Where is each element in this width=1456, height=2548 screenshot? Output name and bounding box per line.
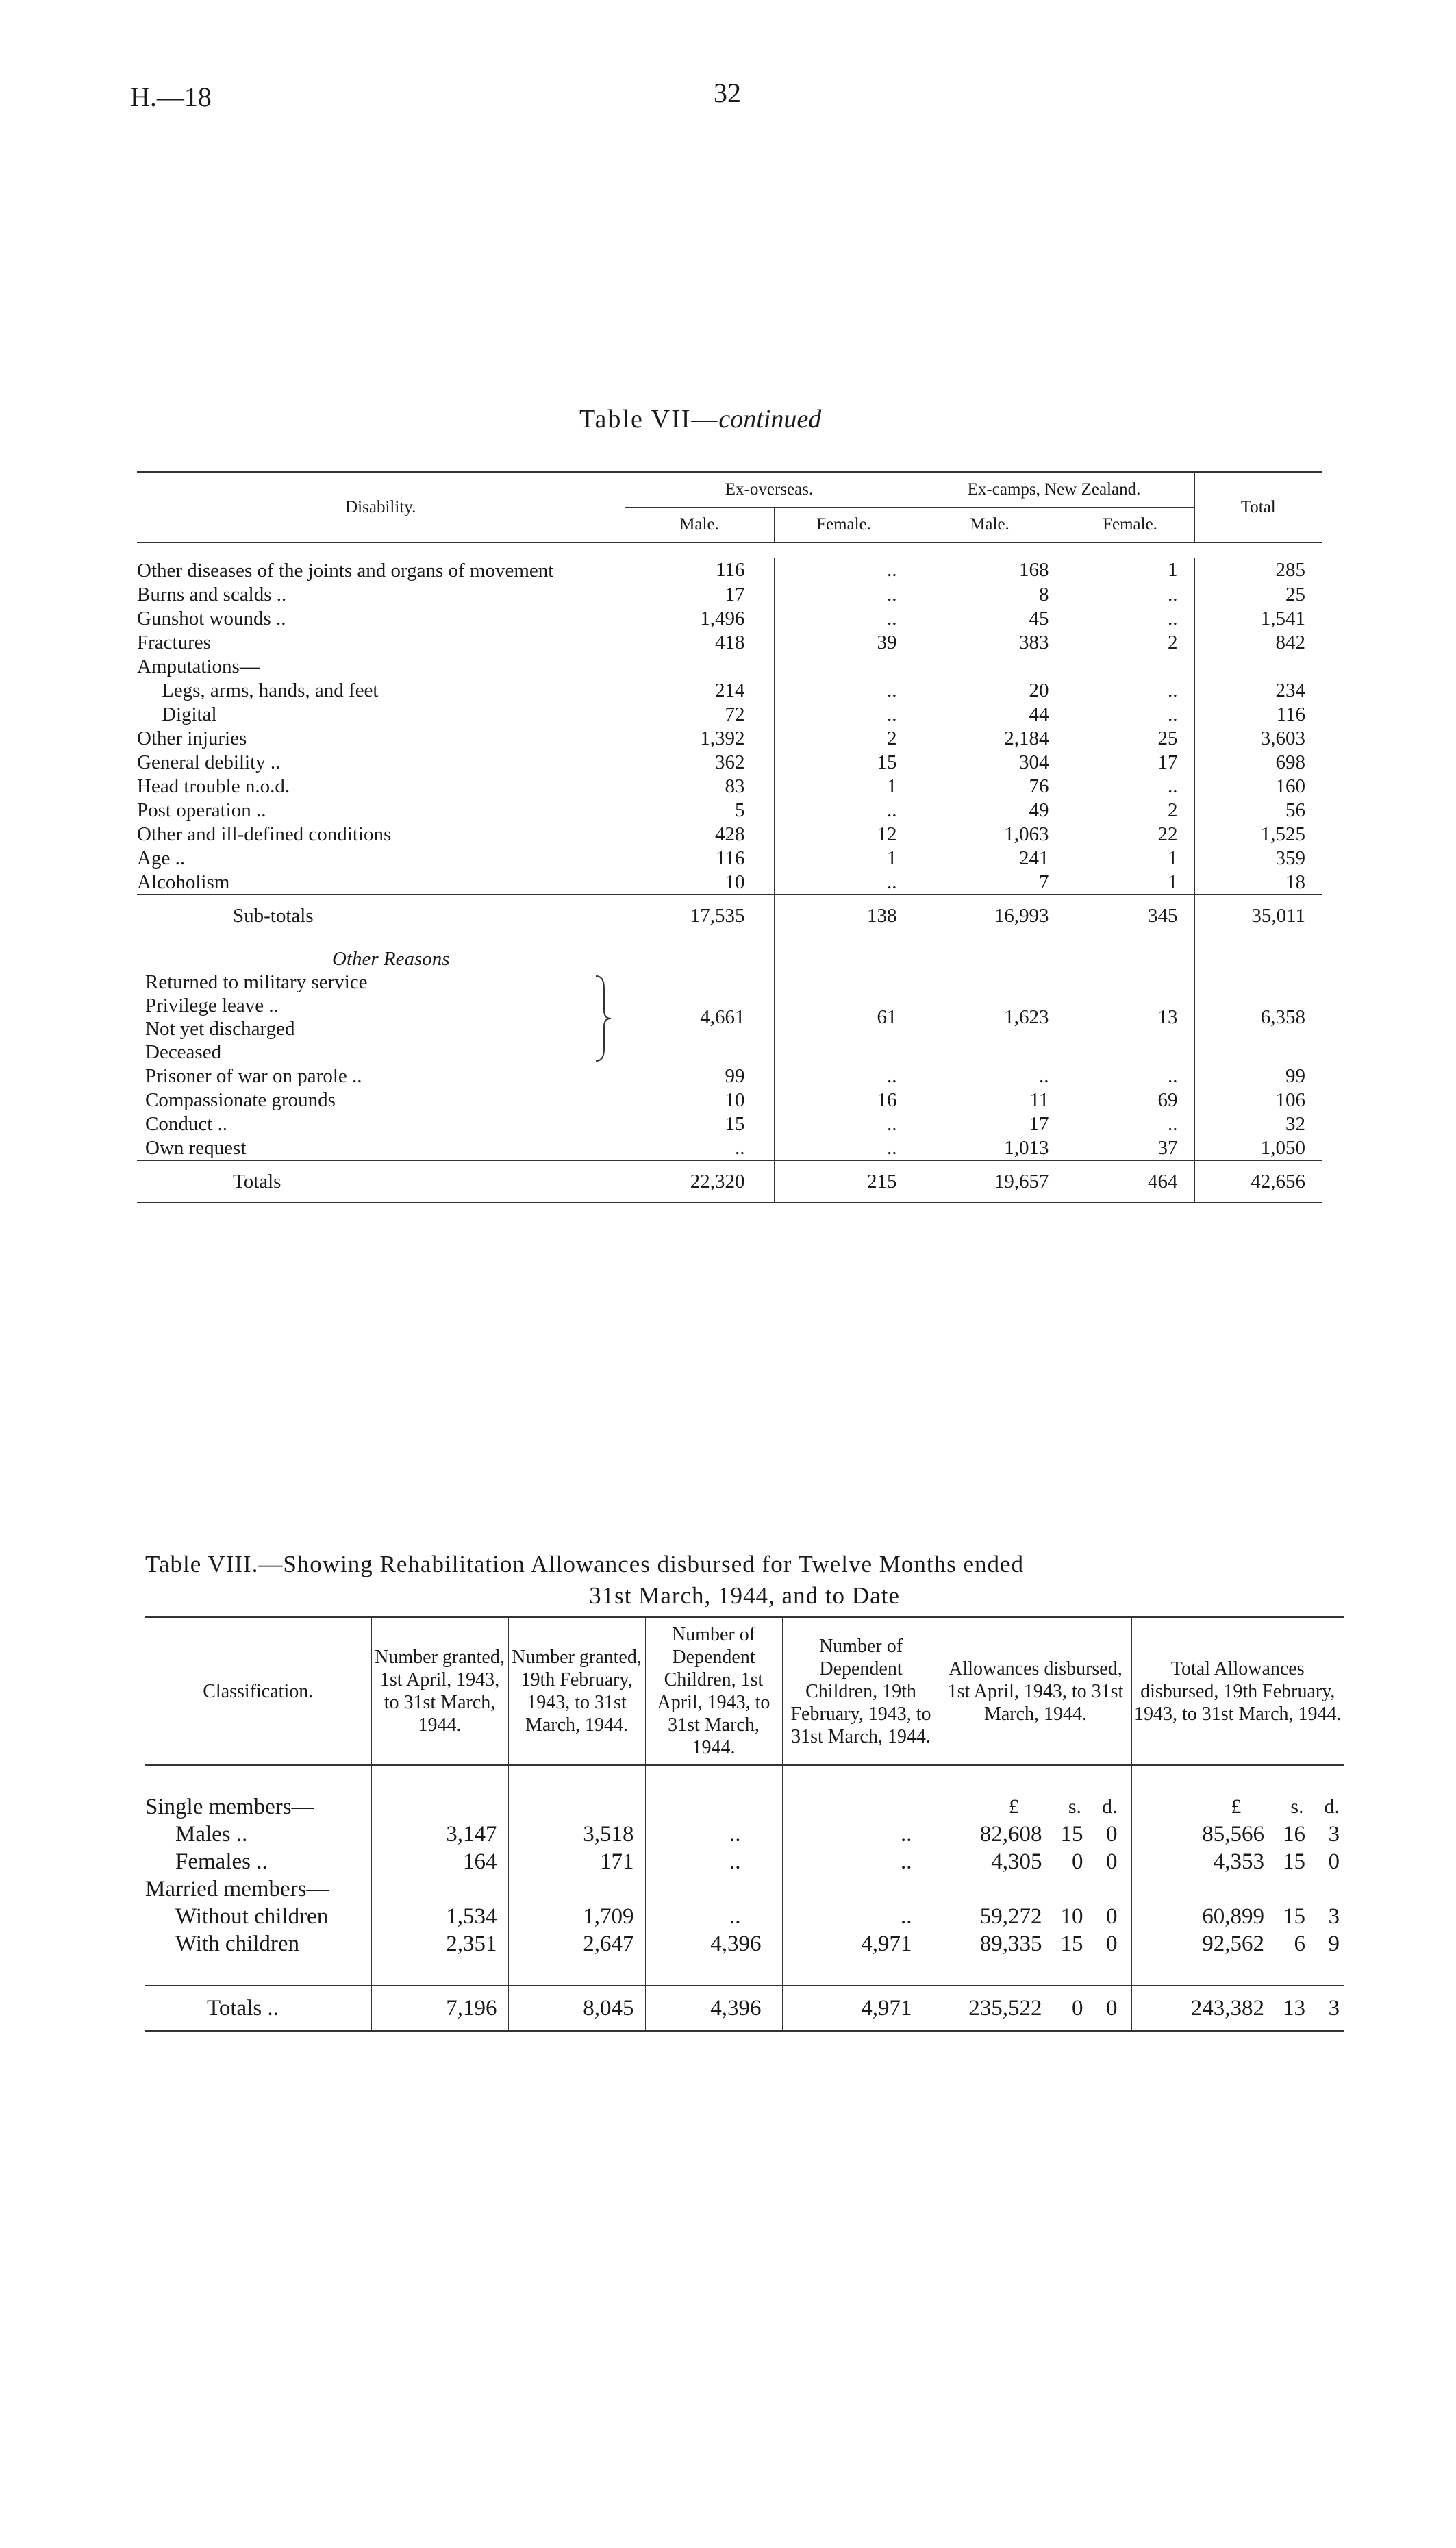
cell-camps-male: 304 — [914, 750, 1066, 774]
cell-total: 6,358 — [1260, 1006, 1305, 1028]
cell-total-allowances — [1131, 1930, 1344, 1958]
cell-overseas-female: .. — [774, 702, 914, 726]
shillings: 0 — [1072, 1849, 1083, 1874]
subtotal-total: 35,011 — [1251, 905, 1305, 927]
table-row — [145, 1903, 1344, 1930]
cell-overseas-female: .. — [774, 678, 914, 702]
pounds: 4,353 — [1213, 1849, 1264, 1874]
subtotal-camps-male: 16,993 — [914, 895, 1066, 936]
cell-camps-female: .. — [1066, 678, 1194, 702]
table-row — [137, 822, 1322, 846]
cell-overseas-male: 17 — [625, 582, 774, 606]
cell-granted-19th-feb: 1,709 — [508, 1903, 645, 1930]
cell-overseas-female: .. — [774, 558, 914, 582]
page-reference: H.—18 — [130, 82, 212, 112]
cell-overseas-male: .. — [625, 1136, 774, 1160]
cell-camps-female: 13 — [1066, 971, 1194, 1064]
totals-granted-1st-april: 7,196 — [371, 1986, 508, 2031]
totals-row — [145, 1986, 1344, 2031]
cell-camps-male: 49 — [914, 798, 1066, 822]
cell-granted-1st-april: 1,534 — [371, 1903, 508, 1930]
cell-camps-male: .. — [914, 1064, 1066, 1088]
cell-total: 99 — [1285, 1064, 1305, 1087]
cell-total-allowances — [1131, 1903, 1344, 1930]
cell-overseas-male: 1,392 — [625, 726, 774, 750]
cell-overseas-male: 10 — [625, 870, 774, 895]
row-label: Compassionate grounds — [137, 1088, 625, 1112]
totals-overseas-female: 215 — [774, 1160, 914, 1203]
cell-overseas-female: 2 — [774, 726, 914, 750]
pounds: 4,305 — [991, 1849, 1042, 1874]
row-label: Without children — [145, 1903, 371, 1930]
cell-children-1st-april: .. — [645, 1903, 782, 1930]
cell-camps-female: .. — [1066, 702, 1194, 726]
cell-granted-19th-feb: 171 — [508, 1848, 645, 1875]
subtotal-row — [137, 895, 1322, 936]
cell-children-1st-april: 4,396 — [645, 1930, 782, 1958]
table8-caption-line1: Table VIII.—Showing Rehabilitation Allowances disbursed for Twelve Months ended — [145, 1551, 1025, 1577]
cell-camps-female: .. — [1066, 582, 1194, 606]
cell-camps-female: .. — [1066, 1112, 1194, 1136]
cell-overseas-male: 15 — [625, 1112, 774, 1136]
pounds: 59,272 — [979, 1904, 1042, 1929]
cell-total: 1,050 — [1260, 1136, 1305, 1159]
table-row — [137, 1136, 1322, 1160]
table-row — [137, 726, 1322, 750]
row-label: Other and ill-defined conditions — [137, 822, 625, 846]
cell-granted-1st-april: 3,147 — [371, 1821, 508, 1848]
table-row — [137, 582, 1322, 606]
cell-camps-male: 76 — [914, 774, 1066, 798]
cell-total: 160 — [1275, 775, 1305, 797]
table7 — [137, 471, 1322, 1203]
table-row — [137, 870, 1322, 895]
shillings-unit: s. — [1068, 1795, 1081, 1818]
cell-total: 25 — [1285, 583, 1305, 605]
cell-camps-male: 1,623 — [914, 971, 1066, 1064]
cell-camps-female: 22 — [1066, 822, 1194, 846]
row-label: Not yet discharged — [145, 1018, 295, 1040]
cell-camps-female: .. — [1066, 774, 1194, 798]
cell-camps-female: 1 — [1066, 846, 1194, 870]
group-label-married: Married members— — [145, 1875, 371, 1903]
cell-camps-female: 17 — [1066, 750, 1194, 774]
cell-overseas-female: .. — [774, 1064, 914, 1088]
cell-children-19th-feb: .. — [782, 1821, 940, 1848]
group-label-single: Single members— — [145, 1793, 371, 1821]
cell-camps-female: 2 — [1066, 798, 1194, 822]
cell-camps-female: 25 — [1066, 726, 1194, 750]
units-allowances — [940, 1793, 1131, 1821]
header-overseas-male: Male. — [625, 508, 774, 543]
cell-overseas-male: 214 — [625, 678, 774, 702]
cell-overseas-male: 1,496 — [625, 606, 774, 630]
row-label: Conduct .. — [137, 1112, 625, 1136]
table-row — [137, 558, 1322, 582]
table7-caption-prefix: Table VII— — [579, 405, 719, 434]
table-row — [137, 1064, 1322, 1088]
table-row — [137, 630, 1322, 654]
cell-overseas-female: .. — [774, 582, 914, 606]
totals-children-19th-feb: 4,971 — [782, 1986, 940, 2031]
row-label: Alcoholism — [137, 870, 625, 895]
header-dependent-children-1st-april: Number of Dependent Children, 1st April, 1943, to 31st March, 1944. — [645, 1617, 782, 1765]
cell-overseas-female: 61 — [774, 971, 914, 1064]
cell-allowances — [940, 1903, 1131, 1930]
row-label: Deceased — [145, 1041, 222, 1063]
cell-overseas-female: 15 — [774, 750, 914, 774]
pence-unit: d. — [1324, 1795, 1340, 1818]
cell-overseas-female: 16 — [774, 1088, 914, 1112]
totals-camps-male: 19,657 — [914, 1160, 1066, 1203]
units-total — [1131, 1793, 1344, 1821]
shillings: 15 — [1060, 1932, 1083, 1956]
row-label: With children — [145, 1930, 371, 1958]
cell-camps-male: 7 — [914, 870, 1066, 895]
table-row — [137, 1088, 1322, 1112]
shillings: 15 — [1060, 1822, 1083, 1847]
pence: 0 — [1328, 1849, 1340, 1874]
totals-camps-female: 464 — [1066, 1160, 1194, 1203]
cell-overseas-male: 428 — [625, 822, 774, 846]
header-number-granted-1st-april: Number granted, 1st April, 1943, to 31st March, 1944. — [371, 1617, 508, 1765]
cell-camps-male: 383 — [914, 630, 1066, 654]
header-ex-camps: Ex-camps, New Zealand. — [914, 472, 1194, 508]
cell-overseas-male: 99 — [625, 1064, 774, 1088]
table-row — [137, 1112, 1322, 1136]
cell-camps-male: 1,013 — [914, 1136, 1066, 1160]
table-row — [137, 654, 1322, 678]
cell-children-1st-april: .. — [645, 1821, 782, 1848]
brace-icon — [594, 975, 612, 1062]
totals-children-1st-april: 4,396 — [645, 1986, 782, 2031]
cell-camps-male: 11 — [914, 1088, 1066, 1112]
cell-overseas-male: 418 — [625, 630, 774, 654]
pounds: 82,608 — [979, 1822, 1042, 1847]
shillings: 15 — [1283, 1904, 1305, 1929]
pounds: 92,562 — [1202, 1932, 1264, 1956]
header-disability: Disability. — [137, 472, 625, 542]
cell-total: 3,603 — [1260, 727, 1305, 749]
row-label: General debility .. — [137, 750, 625, 774]
totals-granted-19th-feb: 8,045 — [508, 1986, 645, 2031]
cell-total: 842 — [1275, 631, 1305, 653]
shillings: 16 — [1283, 1822, 1305, 1847]
cell-overseas-female: .. — [774, 1136, 914, 1160]
row-label: Gunshot wounds .. — [137, 606, 625, 630]
row-label: Legs, arms, hands, and feet — [137, 678, 625, 702]
cell-camps-male: 8 — [914, 582, 1066, 606]
cell-overseas-male: 362 — [625, 750, 774, 774]
row-label: Burns and scalds .. — [137, 582, 625, 606]
totals-label: Totals — [137, 1160, 625, 1203]
cell-granted-19th-feb: 2,647 — [508, 1930, 645, 1958]
totals-overseas-male: 22,320 — [625, 1160, 774, 1203]
table-row — [137, 678, 1322, 702]
subtotal-label: Sub-totals — [137, 895, 625, 936]
cell-total: 56 — [1285, 799, 1305, 821]
cell-allowances — [940, 1848, 1131, 1875]
pence: 0 — [1106, 1904, 1118, 1929]
pence: 3 — [1328, 1996, 1340, 2021]
cell-children-1st-april: .. — [645, 1848, 782, 1875]
pound-unit: £ — [1231, 1795, 1242, 1818]
subtotal-camps-female: 345 — [1066, 895, 1194, 936]
table-row — [145, 1930, 1344, 1958]
row-label: Returned to military service — [145, 971, 368, 993]
cell-overseas-female: 39 — [774, 630, 914, 654]
totals-label: Totals .. — [145, 1986, 371, 2031]
cell-overseas-female: .. — [774, 1112, 914, 1136]
pence-unit: d. — [1102, 1795, 1118, 1818]
row-label: Males .. — [145, 1821, 371, 1848]
row-label: Amputations— — [137, 654, 625, 678]
table8 — [145, 1616, 1344, 2032]
table-row — [137, 798, 1322, 822]
cell-total: 106 — [1275, 1088, 1305, 1111]
cell-overseas-male: 83 — [625, 774, 774, 798]
cell-camps-female: 2 — [1066, 630, 1194, 654]
pence: 0 — [1106, 1822, 1118, 1847]
cell-overseas-male: 116 — [625, 558, 774, 582]
table-row — [137, 702, 1322, 726]
cell-total: 116 — [1276, 703, 1305, 725]
header-total: Total — [1240, 497, 1276, 516]
cell-total: 359 — [1275, 847, 1305, 869]
row-label: Other diseases of the joints and organs of movement — [137, 558, 625, 582]
cell-overseas-male: 5 — [625, 798, 774, 822]
table-row — [145, 1821, 1344, 1848]
cell-overseas-female: .. — [774, 870, 914, 895]
row-label: Digital — [137, 702, 625, 726]
row-label: Other injuries — [137, 726, 625, 750]
row-label: Prisoner of war on parole .. — [137, 1064, 625, 1088]
shillings: 13 — [1283, 1996, 1305, 2021]
cell-camps-male: 17 — [914, 1112, 1066, 1136]
row-label: Privilege leave .. — [145, 995, 279, 1016]
shillings: 6 — [1294, 1932, 1305, 1956]
cell-camps-male: 1,063 — [914, 822, 1066, 846]
table-row — [137, 606, 1322, 630]
header-dependent-children-19th-february: Number of Dependent Children, 19th February, 1943, to 31st March, 1944. — [782, 1617, 940, 1765]
totals-total-allowances — [1131, 1986, 1344, 2031]
cell-overseas-male: 10 — [625, 1088, 774, 1112]
pence: 3 — [1328, 1822, 1340, 1847]
shillings: 10 — [1060, 1904, 1083, 1929]
header-ex-overseas: Ex-overseas. — [625, 472, 914, 508]
header-total-allowances: Total Allowances disbursed, 19th February, 1943, to 31st March, 1944. — [1133, 1658, 1342, 1725]
cell-camps-female: 69 — [1066, 1088, 1194, 1112]
header-camps-male: Male. — [914, 508, 1066, 543]
shillings-unit: s. — [1290, 1795, 1304, 1818]
cell-camps-male: 20 — [914, 678, 1066, 702]
totals-total: 42,656 — [1251, 1171, 1305, 1192]
cell-total-allowances — [1131, 1848, 1344, 1875]
table-row — [145, 1875, 1344, 1903]
totals-allowances — [940, 1986, 1131, 2031]
cell-granted-1st-april: 164 — [371, 1848, 508, 1875]
header-overseas-female: Female. — [774, 508, 914, 543]
pence: 0 — [1106, 1932, 1118, 1956]
row-label: Own request — [137, 1136, 625, 1160]
subtotal-overseas-female: 138 — [774, 895, 914, 936]
row-label: Fractures — [137, 630, 625, 654]
cell-total: 285 — [1275, 559, 1305, 581]
other-reasons-heading: Other Reasons — [137, 936, 625, 971]
cell-camps-male: 45 — [914, 606, 1066, 630]
pounds: 89,335 — [979, 1932, 1042, 1956]
table-row — [145, 1793, 1344, 1821]
cell-children-19th-feb: 4,971 — [782, 1930, 940, 1958]
cell-camps-female: 37 — [1066, 1136, 1194, 1160]
table8-caption-line2: 31st March, 1944, and to Date — [589, 1582, 900, 1609]
pounds: 85,566 — [1202, 1822, 1264, 1847]
cell-total: 1,525 — [1260, 823, 1305, 845]
cell-camps-female: 1 — [1066, 558, 1194, 582]
header-camps-female: Female. — [1066, 508, 1194, 543]
pounds: 243,382 — [1190, 1996, 1264, 2021]
cell-total: 32 — [1285, 1112, 1305, 1135]
cell-children-19th-feb: .. — [782, 1848, 940, 1875]
pence: 9 — [1328, 1932, 1340, 1956]
cell-granted-19th-feb: 3,518 — [508, 1821, 645, 1848]
table-row — [137, 750, 1322, 774]
cell-granted-1st-april: 2,351 — [371, 1930, 508, 1958]
cell-overseas-female: .. — [774, 798, 914, 822]
table7-caption-suffix: continued — [718, 405, 822, 434]
table-row — [145, 1848, 1344, 1875]
pound-unit: £ — [1008, 1795, 1019, 1818]
cell-children-19th-feb: .. — [782, 1903, 940, 1930]
shillings: 15 — [1283, 1849, 1305, 1874]
cell-overseas-male: 4,661 — [625, 971, 774, 1064]
row-label: Head trouble n.o.d. — [137, 774, 625, 798]
cell-overseas-female: 12 — [774, 822, 914, 846]
cell-overseas-male: 72 — [625, 702, 774, 726]
cell-total: 18 — [1285, 871, 1305, 893]
cell-camps-male: 44 — [914, 702, 1066, 726]
table-row — [137, 971, 1322, 1064]
row-label: Post operation .. — [137, 798, 625, 822]
cell-total: 1,541 — [1260, 607, 1305, 629]
cell-camps-female: 1 — [1066, 870, 1194, 895]
table7-caption — [579, 404, 821, 434]
cell-overseas-male: 116 — [625, 846, 774, 870]
cell-camps-male: 2,184 — [914, 726, 1066, 750]
pence: 3 — [1328, 1904, 1340, 1929]
shillings: 0 — [1072, 1996, 1083, 2021]
pence: 0 — [1106, 1849, 1118, 1874]
pounds: 235,522 — [968, 1996, 1042, 2021]
header-number-granted-19th-february: Number granted, 19th February, 1943, to 31st March, 1944. — [508, 1617, 645, 1765]
cell-total: 234 — [1275, 679, 1305, 701]
totals-row — [137, 1160, 1322, 1203]
subtotal-overseas-male: 17,535 — [625, 895, 774, 936]
cell-total-allowances — [1131, 1821, 1344, 1848]
table-row — [137, 774, 1322, 798]
cell-overseas-female: 1 — [774, 846, 914, 870]
row-label: Females .. — [145, 1848, 371, 1875]
cell-allowances — [940, 1930, 1131, 1958]
header-classification: Classification. — [145, 1617, 371, 1765]
pounds: 60,899 — [1202, 1904, 1264, 1929]
cell-overseas-female: .. — [774, 606, 914, 630]
cell-allowances — [940, 1821, 1131, 1848]
table-row — [137, 846, 1322, 870]
pence: 0 — [1106, 1996, 1118, 2021]
page-number: 32 — [714, 77, 741, 108]
cell-camps-male: 241 — [914, 846, 1066, 870]
cell-overseas-female: 1 — [774, 774, 914, 798]
cell-camps-female: .. — [1066, 1064, 1194, 1088]
cell-total: 698 — [1275, 751, 1305, 773]
cell-camps-female: .. — [1066, 606, 1194, 630]
cell-camps-male: 168 — [914, 558, 1066, 582]
bracket-group-labels — [137, 971, 625, 1064]
header-allowances-disbursed: Allowances disbursed, 1st April, 1943, to 31st March, 1944. — [940, 1617, 1131, 1765]
row-label: Age .. — [137, 846, 625, 870]
